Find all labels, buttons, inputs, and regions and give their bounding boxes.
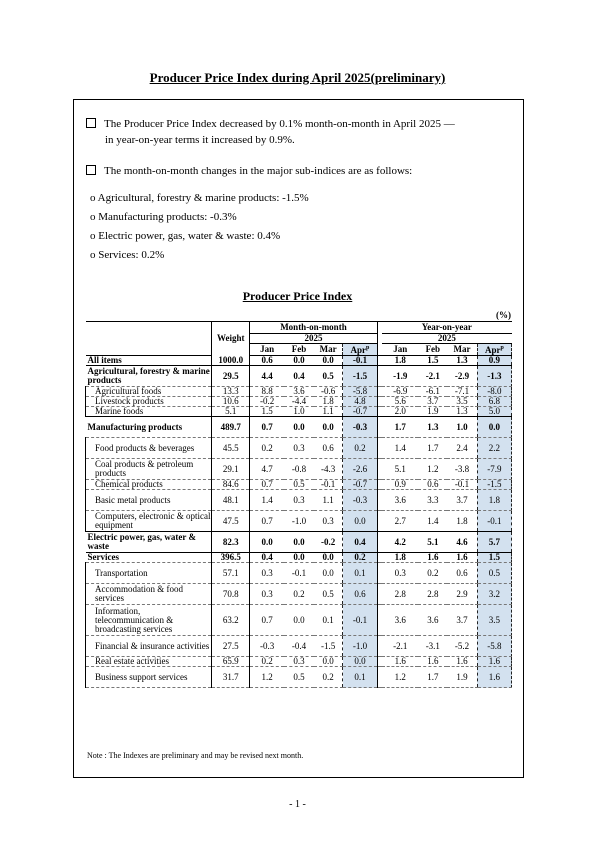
- yoy-mar-cell: 4.6: [447, 532, 477, 553]
- mom-mar-cell: 0.2: [314, 667, 343, 688]
- mom-apr-cell: -1.5: [343, 366, 377, 387]
- mom-apr-cell: 0.0: [343, 657, 377, 667]
- yoy-mar-cell: -7.1: [447, 387, 477, 397]
- table-row: [86, 459, 512, 480]
- row-label: Transportation: [86, 563, 212, 584]
- yoy-jan-cell: 3.6: [382, 490, 418, 511]
- table-row: [86, 553, 512, 563]
- row-label: Electric power, gas, water & waste: [86, 532, 212, 553]
- weight-cell: 29.5: [212, 366, 250, 387]
- mom-jan-cell: 1.4: [250, 490, 284, 511]
- yoy-jan-cell: -1.9: [382, 366, 418, 387]
- mom-jan-cell: 0.0: [250, 532, 284, 553]
- yoy-mar-cell: -2.9: [447, 366, 477, 387]
- yoy-apr-cell: -8.0: [477, 387, 511, 397]
- weight-cell: 1000.0: [212, 356, 250, 366]
- checkbox-square-icon: [86, 165, 96, 175]
- mom-jan-cell: 4.7: [250, 459, 284, 480]
- mom-apr-cell: -0.3: [343, 490, 377, 511]
- yoy-jan-cell: 0.3: [382, 563, 418, 584]
- mom-feb-cell: 0.5: [284, 480, 314, 490]
- yoy-apr-cell: 6.8: [477, 397, 511, 407]
- mom-jan-cell: 0.3: [250, 584, 284, 605]
- mom-apr-cell: -1.0: [343, 636, 377, 657]
- table-row: [86, 438, 512, 459]
- apr-superscript: p: [500, 345, 504, 351]
- weight-cell: 10.6: [212, 397, 250, 407]
- yoy-apr-cell: -7.9: [477, 459, 511, 480]
- yoy-jan-cell: 1.4: [382, 438, 418, 459]
- mom-apr-cell: 0.1: [343, 667, 377, 688]
- yoy-apr-cell: 3.2: [477, 584, 511, 605]
- yoy-feb-cell: 3.6: [418, 605, 447, 636]
- yoy-mar-cell: 0.6: [447, 563, 477, 584]
- mom-feb-cell: 0.3: [284, 657, 314, 667]
- yoy-mar-cell: 1.8: [447, 511, 477, 532]
- yoy-jan-cell: 3.6: [382, 605, 418, 636]
- bullet-agricultural: o Agricultural, forestry & marine products: -1.5%: [90, 192, 309, 204]
- table-row: [86, 667, 512, 688]
- yoy-jan-cell: -6.9: [382, 387, 418, 397]
- yoy-mar-cell: -0.1: [447, 480, 477, 490]
- mom-jan-cell: 0.4: [250, 553, 284, 563]
- yoy-apr-cell: 5.7: [477, 532, 511, 553]
- mom-feb-cell: 0.5: [284, 667, 314, 688]
- row-label: Livestock products: [86, 397, 212, 407]
- mom-apr-cell: -0.1: [343, 605, 377, 636]
- yoy-feb-cell: 1.6: [418, 553, 447, 563]
- yoy-jan-cell: 5.6: [382, 397, 418, 407]
- mom-jan-cell: -0.2: [250, 397, 284, 407]
- table-row: [86, 657, 512, 667]
- weight-header: Weight: [212, 322, 250, 356]
- yoy-jan-cell: 1.8: [382, 553, 418, 563]
- mom-header: Month-on-month: [250, 322, 377, 334]
- para1-line1: The Producer Price Index decreased by 0.1% month-on-month in April 2025 —: [104, 118, 455, 130]
- mom-mar-cell: -0.1: [314, 480, 343, 490]
- row-label: Computers, electronic & optical equipment: [86, 511, 212, 532]
- mom-feb-cell: 3.6: [284, 387, 314, 397]
- yoy-mar-cell: 3.7: [447, 490, 477, 511]
- yoy-apr-cell: 5.0: [477, 407, 511, 417]
- weight-cell: 5.1: [212, 407, 250, 417]
- mom-year: 2025: [250, 334, 377, 344]
- table-row: [86, 605, 512, 636]
- bullet-electric: o Electric power, gas, water & waste: 0.4%: [90, 230, 281, 242]
- yoy-jan-cell: 1.6: [382, 657, 418, 667]
- yoy-apr-cell: 1.6: [477, 657, 511, 667]
- mom-mar-cell: 0.6: [314, 438, 343, 459]
- yoy-jan-cell: 2.8: [382, 584, 418, 605]
- mom-mar-cell: -1.5: [314, 636, 343, 657]
- weight-cell: 65.9: [212, 657, 250, 667]
- mom-feb-cell: 0.0: [284, 605, 314, 636]
- row-label: All items: [86, 356, 212, 366]
- mom-month-jan: Jan: [250, 344, 284, 356]
- mom-apr-cell: -2.6: [343, 459, 377, 480]
- mom-feb-cell: -0.1: [284, 563, 314, 584]
- mom-month-mar: Mar: [314, 344, 343, 356]
- weight-cell: 13.3: [212, 387, 250, 397]
- yoy-feb-cell: 1.7: [418, 438, 447, 459]
- mom-mar-cell: 1.8: [314, 397, 343, 407]
- mom-apr-cell: -0.7: [343, 407, 377, 417]
- table-row: [86, 532, 512, 553]
- yoy-feb-cell: -3.1: [418, 636, 447, 657]
- table-row: [86, 584, 512, 605]
- yoy-feb-cell: 1.6: [418, 657, 447, 667]
- yoy-apr-cell: 1.5: [477, 553, 511, 563]
- mom-feb-cell: 0.0: [284, 417, 314, 438]
- mom-mar-cell: -4.3: [314, 459, 343, 480]
- weight-cell: 27.5: [212, 636, 250, 657]
- mom-feb-cell: 0.0: [284, 356, 314, 366]
- apr-superscript: p: [366, 345, 370, 351]
- mom-mar-cell: 0.0: [314, 356, 343, 366]
- page-number: - 1 -: [289, 799, 306, 810]
- weight-cell: 82.3: [212, 532, 250, 553]
- weight-cell: 48.1: [212, 490, 250, 511]
- yoy-jan-cell: 1.8: [382, 356, 418, 366]
- mom-feb-cell: -0.4: [284, 636, 314, 657]
- yoy-jan-cell: 5.1: [382, 459, 418, 480]
- yoy-feb-cell: 1.2: [418, 459, 447, 480]
- mom-jan-cell: 0.2: [250, 657, 284, 667]
- mom-mar-cell: 1.1: [314, 490, 343, 511]
- mom-mar-cell: 0.5: [314, 366, 343, 387]
- weight-cell: 70.8: [212, 584, 250, 605]
- yoy-apr-cell: 0.5: [477, 563, 511, 584]
- yoy-feb-cell: -2.1: [418, 366, 447, 387]
- row-label: Agricultural foods: [86, 387, 212, 397]
- mom-apr-cell: -0.1: [343, 356, 377, 366]
- yoy-mar-cell: 1.6: [447, 657, 477, 667]
- mom-mar-cell: 0.5: [314, 584, 343, 605]
- summary-paragraph-2: [86, 163, 514, 179]
- yoy-feb-cell: 0.6: [418, 480, 447, 490]
- mom-jan-cell: -0.3: [250, 636, 284, 657]
- yoy-feb-cell: 3.7: [418, 397, 447, 407]
- mom-mar-cell: 0.0: [314, 563, 343, 584]
- row-label: Services: [86, 553, 212, 563]
- yoy-year: 2025: [382, 334, 511, 344]
- yoy-month-jan: Jan: [382, 344, 418, 356]
- weight-cell: 31.7: [212, 667, 250, 688]
- mom-apr-cell: 4.8: [343, 397, 377, 407]
- yoy-jan-cell: 4.2: [382, 532, 418, 553]
- mom-apr-cell: 0.0: [343, 511, 377, 532]
- yoy-feb-cell: 1.9: [418, 407, 447, 417]
- table-row: [86, 563, 512, 584]
- yoy-feb-cell: -6.1: [418, 387, 447, 397]
- row-label: Marine foods: [86, 407, 212, 417]
- bullet-services: o Services: 0.2%: [90, 249, 165, 261]
- mom-jan-cell: 0.7: [250, 511, 284, 532]
- mom-feb-cell: 0.3: [284, 490, 314, 511]
- mom-jan-cell: 1.5: [250, 407, 284, 417]
- mom-jan-cell: 4.4: [250, 366, 284, 387]
- yoy-apr-cell: 0.9: [477, 356, 511, 366]
- yoy-mar-cell: 1.0: [447, 417, 477, 438]
- mom-feb-cell: -1.0: [284, 511, 314, 532]
- mom-mar-cell: 0.0: [314, 553, 343, 563]
- table-row: [86, 356, 512, 366]
- yoy-apr-cell: 2.2: [477, 438, 511, 459]
- apr-label: Apr: [350, 345, 367, 355]
- page-title: Producer Price Index during April 2025(preliminary): [149, 70, 446, 85]
- row-label: Manufacturing products: [86, 417, 212, 438]
- yoy-jan-cell: 1.2: [382, 667, 418, 688]
- yoy-jan-cell: 2.0: [382, 407, 418, 417]
- row-label: Information, telecommunication & broadcasting services: [86, 605, 212, 636]
- mom-jan-cell: 0.2: [250, 438, 284, 459]
- yoy-header: Year-on-year: [382, 322, 511, 334]
- mom-feb-cell: -0.8: [284, 459, 314, 480]
- yoy-month-feb: Feb: [418, 344, 447, 356]
- yoy-apr-cell: -1.3: [477, 366, 511, 387]
- yoy-feb-cell: 1.3: [418, 417, 447, 438]
- yoy-feb-cell: 0.2: [418, 563, 447, 584]
- mom-apr-cell: 0.2: [343, 438, 377, 459]
- yoy-feb-cell: 1.5: [418, 356, 447, 366]
- table-row: [86, 387, 512, 397]
- mom-jan-cell: 8.8: [250, 387, 284, 397]
- checkbox-square-icon: [86, 118, 96, 128]
- ppi-table: [85, 321, 512, 688]
- weight-cell: 47.5: [212, 511, 250, 532]
- weight-cell: 63.2: [212, 605, 250, 636]
- mom-jan-cell: 0.3: [250, 563, 284, 584]
- mom-mar-cell: 0.3: [314, 511, 343, 532]
- yoy-jan-cell: -2.1: [382, 636, 418, 657]
- mom-apr-cell: -5.8: [343, 387, 377, 397]
- mom-feb-cell: 0.4: [284, 366, 314, 387]
- mom-month-feb: Feb: [284, 344, 314, 356]
- yoy-feb-cell: 1.4: [418, 511, 447, 532]
- yoy-apr-cell: 1.6: [477, 667, 511, 688]
- yoy-feb-cell: 5.1: [418, 532, 447, 553]
- table-unit: (%): [496, 310, 511, 320]
- table-note: Note : The Indexes are preliminary and may be revised next month.: [87, 751, 304, 760]
- para2-text: The month-on-month changes in the major sub-indices are as follows:: [104, 165, 413, 177]
- mom-month-apr: [343, 344, 377, 356]
- mom-feb-cell: 0.0: [284, 532, 314, 553]
- yoy-apr-cell: 3.5: [477, 605, 511, 636]
- yoy-mar-cell: 1.3: [447, 407, 477, 417]
- mom-mar-cell: 0.0: [314, 657, 343, 667]
- yoy-jan-cell: 1.7: [382, 417, 418, 438]
- weight-cell: 396.5: [212, 553, 250, 563]
- yoy-month-mar: Mar: [447, 344, 477, 356]
- mom-apr-cell: 0.2: [343, 553, 377, 563]
- mom-jan-cell: 0.7: [250, 605, 284, 636]
- mom-feb-cell: 0.0: [284, 553, 314, 563]
- yoy-apr-cell: -5.8: [477, 636, 511, 657]
- yoy-apr-cell: 1.8: [477, 490, 511, 511]
- row-label: Financial & insurance activities: [86, 636, 212, 657]
- table-row: [86, 636, 512, 657]
- table-row: [86, 511, 512, 532]
- mom-jan-cell: 1.2: [250, 667, 284, 688]
- mom-apr-cell: 0.4: [343, 532, 377, 553]
- table-row: [86, 490, 512, 511]
- yoy-mar-cell: 3.5: [447, 397, 477, 407]
- yoy-mar-cell: 1.9: [447, 667, 477, 688]
- summary-paragraph-1: [86, 116, 514, 148]
- row-label: Business support services: [86, 667, 212, 688]
- weight-cell: 45.5: [212, 438, 250, 459]
- weight-cell: 29.1: [212, 459, 250, 480]
- row-label: Food products & beverages: [86, 438, 212, 459]
- table-row: [86, 397, 512, 407]
- ppi-table-body: [86, 356, 512, 688]
- yoy-apr-cell: -0.1: [477, 511, 511, 532]
- yoy-month-apr: [477, 344, 511, 356]
- apr-label: Apr: [484, 345, 501, 355]
- yoy-mar-cell: 2.9: [447, 584, 477, 605]
- table-row: [86, 480, 512, 490]
- yoy-mar-cell: -3.8: [447, 459, 477, 480]
- row-label: Chemical products: [86, 480, 212, 490]
- row-label: Coal products & petroleum products: [86, 459, 212, 480]
- row-label: Agricultural, forestry & marine products: [87, 366, 210, 385]
- mom-mar-cell: -0.2: [314, 532, 343, 553]
- row-label: Basic metal products: [86, 490, 212, 511]
- mom-mar-cell: -0.6: [314, 387, 343, 397]
- mom-apr-cell: -0.7: [343, 480, 377, 490]
- weight-cell: 489.7: [212, 417, 250, 438]
- table-row: [86, 417, 512, 438]
- mom-feb-cell: -4.4: [284, 397, 314, 407]
- row-label: Real estate activities: [86, 657, 212, 667]
- yoy-feb-cell: 2.8: [418, 584, 447, 605]
- yoy-mar-cell: -5.2: [447, 636, 477, 657]
- weight-cell: 57.1: [212, 563, 250, 584]
- yoy-jan-cell: 2.7: [382, 511, 418, 532]
- mom-feb-cell: 0.2: [284, 584, 314, 605]
- row-label: Accommodation & food services: [86, 584, 212, 605]
- mom-feb-cell: 0.3: [284, 438, 314, 459]
- mom-mar-cell: 0.1: [314, 605, 343, 636]
- para1-line2: in year-on-year terms it increased by 0.9%.: [105, 134, 295, 146]
- yoy-apr-cell: -1.5: [477, 480, 511, 490]
- table-row: [86, 366, 512, 387]
- yoy-mar-cell: 1.3: [447, 356, 477, 366]
- yoy-apr-cell: 0.0: [477, 417, 511, 438]
- mom-mar-cell: 1.1: [314, 407, 343, 417]
- table-row: [86, 407, 512, 417]
- yoy-mar-cell: 2.4: [447, 438, 477, 459]
- mom-apr-cell: -0.3: [343, 417, 377, 438]
- table-title: Producer Price Index: [242, 289, 353, 303]
- mom-feb-cell: 1.0: [284, 407, 314, 417]
- mom-jan-cell: 0.6: [250, 356, 284, 366]
- mom-jan-cell: 0.7: [250, 417, 284, 438]
- mom-apr-cell: 0.1: [343, 563, 377, 584]
- yoy-feb-cell: 1.7: [418, 667, 447, 688]
- mom-jan-cell: 0.7: [250, 480, 284, 490]
- yoy-mar-cell: 3.7: [447, 605, 477, 636]
- mom-mar-cell: 0.0: [314, 417, 343, 438]
- yoy-mar-cell: 1.6: [447, 553, 477, 563]
- bullet-manufacturing: o Manufacturing products: -0.3%: [90, 211, 237, 223]
- weight-cell: 84.6: [212, 480, 250, 490]
- yoy-jan-cell: 0.9: [382, 480, 418, 490]
- mom-apr-cell: 0.6: [343, 584, 377, 605]
- yoy-feb-cell: 3.3: [418, 490, 447, 511]
